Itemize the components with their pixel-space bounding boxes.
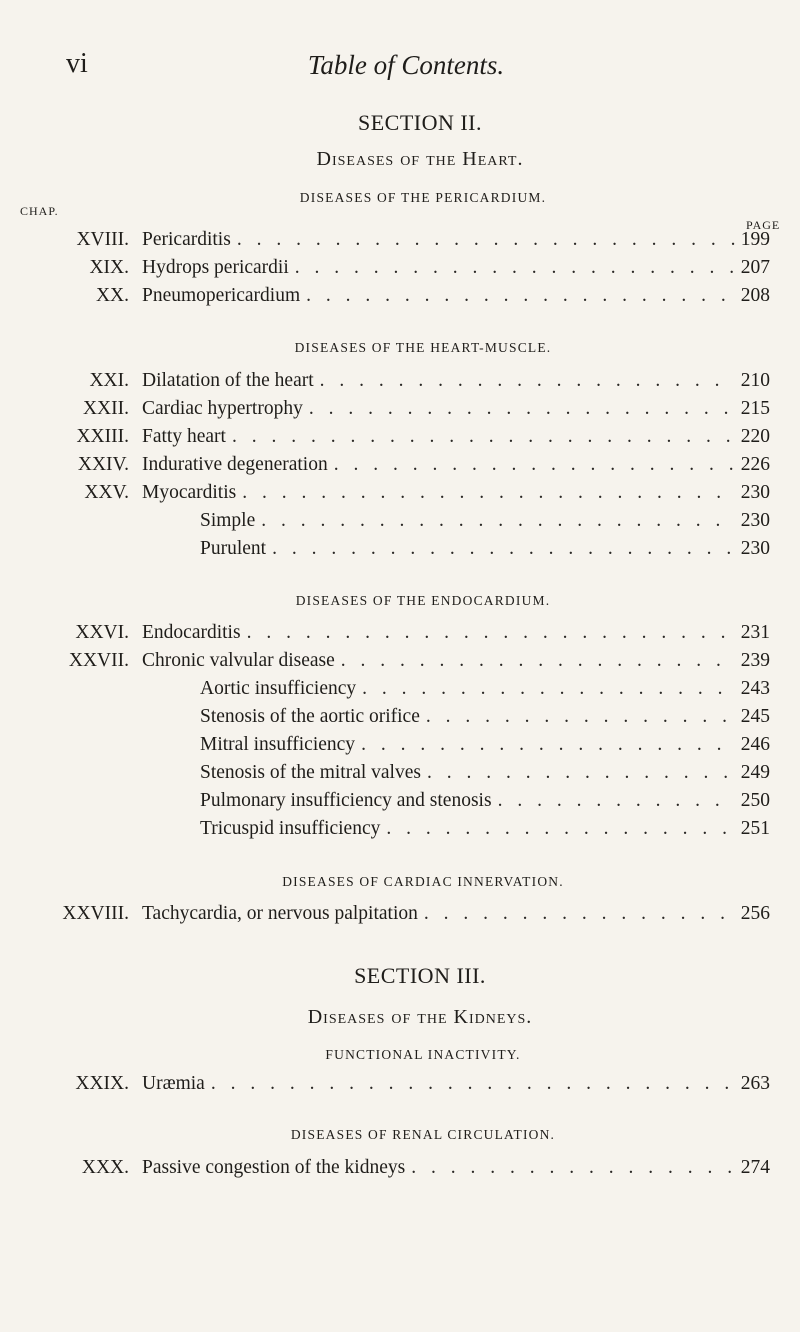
dot-leader (242, 482, 735, 504)
entry-title: Chronic valvular disease (142, 650, 335, 671)
toc-entry[interactable] (68, 650, 770, 676)
dot-leader (334, 454, 735, 476)
page-column-label: PAGE (746, 218, 781, 232)
chapter-number: XIX. (89, 257, 129, 278)
entry-title: Mitral insufficiency (200, 734, 356, 755)
toc-entry[interactable] (76, 229, 770, 255)
entry-title: Endocarditis (142, 622, 241, 643)
running-title: Table of Contents. (307, 50, 505, 80)
page-number: 226 (740, 454, 770, 475)
section-subtitle: Diseases of the Heart. (316, 148, 524, 170)
page-number: 230 (740, 538, 770, 559)
entry-title: Purulent (200, 538, 267, 559)
toc-entry[interactable] (82, 398, 770, 424)
entry-title: Uræmia (142, 1073, 205, 1094)
toc-entry[interactable] (95, 285, 770, 311)
dot-leader (386, 818, 734, 840)
chapter-number: XXIII. (76, 426, 129, 447)
entry-title: Cardiac hypertrophy (142, 398, 303, 419)
chapter-number: XXVII. (68, 650, 129, 671)
dot-leader (237, 229, 735, 251)
toc-entry[interactable] (75, 622, 770, 648)
dot-leader (211, 1073, 735, 1095)
entry-title: Tricuspid insufficiency (200, 818, 381, 839)
chapter-number: XXVI. (75, 622, 129, 643)
chapter-number: XXIV. (77, 454, 129, 475)
chapter-number: XX. (95, 285, 129, 306)
toc-subentry[interactable] (200, 762, 770, 788)
toc-subentry[interactable] (200, 510, 770, 536)
page-number: 246 (740, 734, 770, 755)
entry-title: Pneumopericardium (142, 285, 301, 306)
entry-title: Indurative degeneration (142, 454, 328, 475)
page-number: 210 (740, 370, 770, 391)
toc-subentry[interactable] (200, 706, 770, 732)
page-number: 263 (740, 1073, 770, 1094)
page-number: 215 (740, 398, 770, 419)
toc-entry[interactable] (84, 482, 770, 508)
dot-leader (426, 706, 735, 728)
entry-title: Passive congestion of the kidneys (142, 1157, 406, 1178)
group-heading: DISEASES OF CARDIAC INNERVATION. (282, 874, 564, 889)
section-title: SECTION III. (354, 963, 486, 988)
section-title: SECTION II. (357, 110, 483, 135)
entry-title: Pericarditis (142, 229, 231, 250)
dot-leader (362, 678, 735, 700)
dot-leader (295, 257, 735, 279)
toc-entry[interactable] (89, 370, 770, 396)
dot-leader (247, 622, 735, 644)
page-number: 251 (740, 818, 770, 839)
toc-entry[interactable] (89, 257, 770, 283)
chapter-number: XXVIII. (62, 903, 129, 924)
page-number: 274 (740, 1157, 770, 1178)
entry-title: Stenosis of the aortic orifice (200, 706, 420, 727)
entry-title: Tachycardia, or nervous palpitation (142, 903, 418, 924)
group-heading: FUNCTIONAL INACTIVITY. (325, 1047, 521, 1062)
group-heading: DISEASES OF THE HEART-MUSCLE. (294, 340, 552, 355)
page-number: 256 (740, 903, 770, 924)
page-number: 230 (740, 482, 770, 503)
chapter-number: XXI. (89, 370, 129, 391)
dot-leader (341, 650, 735, 672)
dot-leader (272, 538, 735, 560)
dot-leader (498, 790, 735, 812)
page-number: 231 (740, 622, 770, 643)
chapter-number: XVIII. (76, 229, 129, 250)
entry-title: Myocarditis (142, 482, 237, 503)
dot-leader (361, 734, 735, 756)
group-heading: DISEASES OF RENAL CIRCULATION. (290, 1127, 556, 1142)
entry-title: Stenosis of the mitral valves (200, 762, 421, 783)
page-number: 243 (740, 678, 770, 699)
dot-leader (306, 285, 735, 307)
chapter-column-label: CHAP. (20, 204, 59, 218)
dot-leader (261, 510, 734, 532)
group-heading: DISEASES OF THE PERICARDIUM. (299, 190, 547, 205)
page-number: 249 (740, 762, 770, 783)
toc-subentry[interactable] (200, 790, 770, 816)
dot-leader (309, 398, 735, 420)
page-number: 220 (740, 426, 770, 447)
group-heading: DISEASES OF THE ENDOCARDIUM. (295, 593, 551, 608)
chapter-number: XXX. (81, 1157, 129, 1178)
entry-title: Aortic insufficiency (200, 678, 357, 699)
toc-entry[interactable] (75, 1073, 770, 1099)
dot-leader (424, 903, 735, 925)
page-number: 199 (740, 229, 770, 250)
toc-subentry[interactable] (200, 734, 770, 760)
toc-entry[interactable] (76, 426, 770, 452)
chapter-number: XXII. (82, 398, 129, 419)
toc-entry[interactable] (81, 1157, 770, 1183)
toc-entry[interactable] (62, 903, 770, 929)
page-number: 230 (740, 510, 770, 531)
page-number: 208 (740, 285, 770, 306)
dot-leader (320, 370, 735, 392)
page-number: 207 (740, 257, 770, 278)
entry-title: Pulmonary insufficiency and stenosis (200, 790, 492, 811)
page-number: 239 (740, 650, 770, 671)
toc-entry[interactable] (77, 454, 770, 480)
toc-subentry[interactable] (200, 818, 770, 844)
entry-title: Hydrops pericardii (142, 257, 289, 278)
dot-leader (411, 1157, 735, 1179)
section-subtitle: Diseases of the Kidneys. (307, 1006, 533, 1028)
dot-leader (232, 426, 735, 448)
page-number: 250 (740, 790, 770, 811)
page-number: 245 (740, 706, 770, 727)
toc-subentry[interactable] (200, 538, 770, 564)
toc-subentry[interactable] (200, 678, 770, 704)
entry-title: Dilatation of the heart (142, 370, 314, 391)
entry-title: Simple (200, 510, 256, 531)
dot-leader (427, 762, 735, 784)
entry-title: Fatty heart (142, 426, 226, 447)
page-folio: vi (66, 48, 88, 79)
chapter-number: XXV. (84, 482, 129, 503)
chapter-number: XXIX. (75, 1073, 129, 1094)
